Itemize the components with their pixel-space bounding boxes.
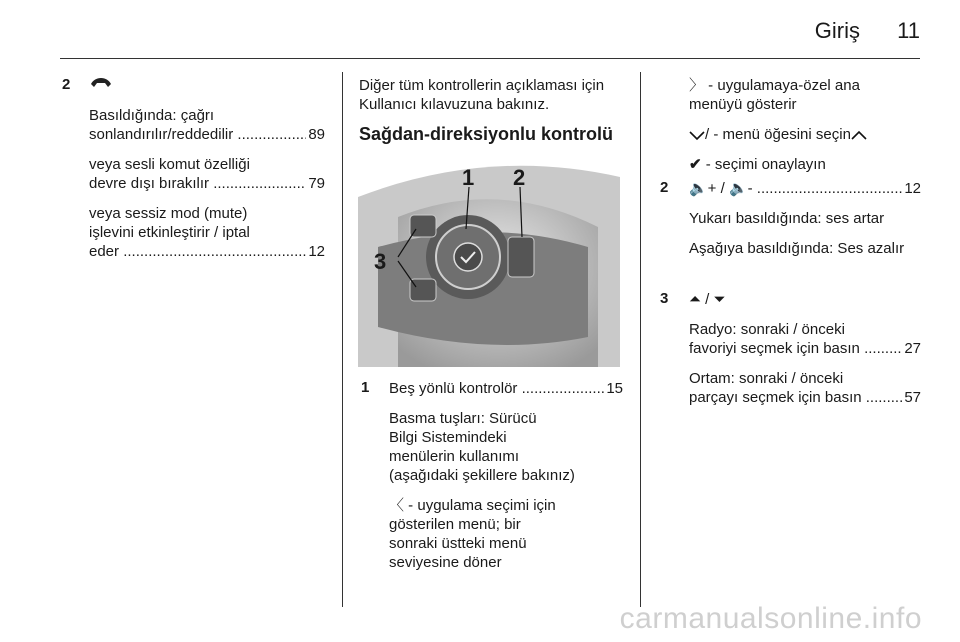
page-number: 11	[897, 18, 920, 43]
chevron-right-icon: 〉	[689, 77, 705, 94]
item-number: 2	[62, 76, 71, 93]
item1-description: Basma tuşları: Sürücü Bilgi Sistemindeki menülerin kullanımı (aşağıdaki şekillere bakınız)	[389, 410, 575, 484]
chevron-left-icon: 〈	[389, 497, 405, 514]
radio-entry: Radyo: sonraki / önceki favoriyi seçmek için basın ..... 27	[689, 320, 921, 358]
media-entry: Ortam: sonraki / önceki parçayı seçmek için basın ..... 57	[689, 369, 921, 407]
column-divider-2	[640, 72, 641, 607]
item3-number: 3	[660, 290, 669, 307]
entry-1: Basıldığında: çağrı sonlandırılır/reddedilir ..... 89	[89, 106, 325, 144]
entry-3: veya sessiz mod (mute) işlevini etkinleştirir / iptal eder ..... 12	[89, 204, 325, 261]
figure-label-2: 2	[513, 165, 526, 190]
header-rule	[60, 58, 920, 59]
item2-number: 2	[660, 179, 669, 196]
checkmark-icon: ✔	[689, 156, 702, 173]
right-action: 〉 - uygulamaya-özel ana menüyü gösterir	[689, 77, 860, 113]
section-heading: Sağdan-direksiyonlu kontrolü	[359, 124, 614, 144]
item1-title: Beş yönlü kontrolör ..... 15	[389, 379, 623, 398]
intro-line-1: Diğer tüm kontrollerin açıklaması için	[359, 77, 605, 94]
phone-end-icon	[89, 73, 113, 96]
check-action: ✔ - seçimi onaylayın	[689, 156, 826, 173]
figure-label-1: 1	[462, 165, 475, 190]
volume-up-text: Yukarı basıldığında: ses artar	[689, 210, 885, 227]
figure-label-3: 3	[374, 249, 387, 274]
watermark: carmanualsonline.info	[619, 602, 922, 635]
intro-line-2: Kullanıcı kılavuzuna bakınız.	[359, 96, 550, 113]
updown-action: / - menü öğesini seçin	[689, 125, 921, 144]
entry-2: veya sesli komut özelliği devre dışı bırakılır ..... 79	[89, 155, 325, 193]
volume-down-text: Aşağıya basıldığında: Ses azalır	[689, 240, 905, 257]
page-title: Giriş	[814, 18, 860, 43]
chevron-down-icon	[689, 129, 705, 141]
chevron-up-icon	[851, 129, 867, 141]
item2-title: 🔈+ / 🔈- ..... 12	[689, 179, 921, 198]
item1-number: 1	[361, 379, 370, 396]
item1-left-action: 〈 - uygulama seçimi için gösterilen menü; bir sonraki üstteki menü seviyesine döner	[389, 497, 556, 571]
steering-wheel-figure	[358, 157, 620, 367]
next-prev-icons: ⏶ / ⏷	[689, 291, 726, 308]
volume-icons: 🔈+ / 🔈- .....	[689, 179, 902, 198]
column-divider-1	[342, 72, 343, 607]
page-header	[0, 16, 960, 46]
